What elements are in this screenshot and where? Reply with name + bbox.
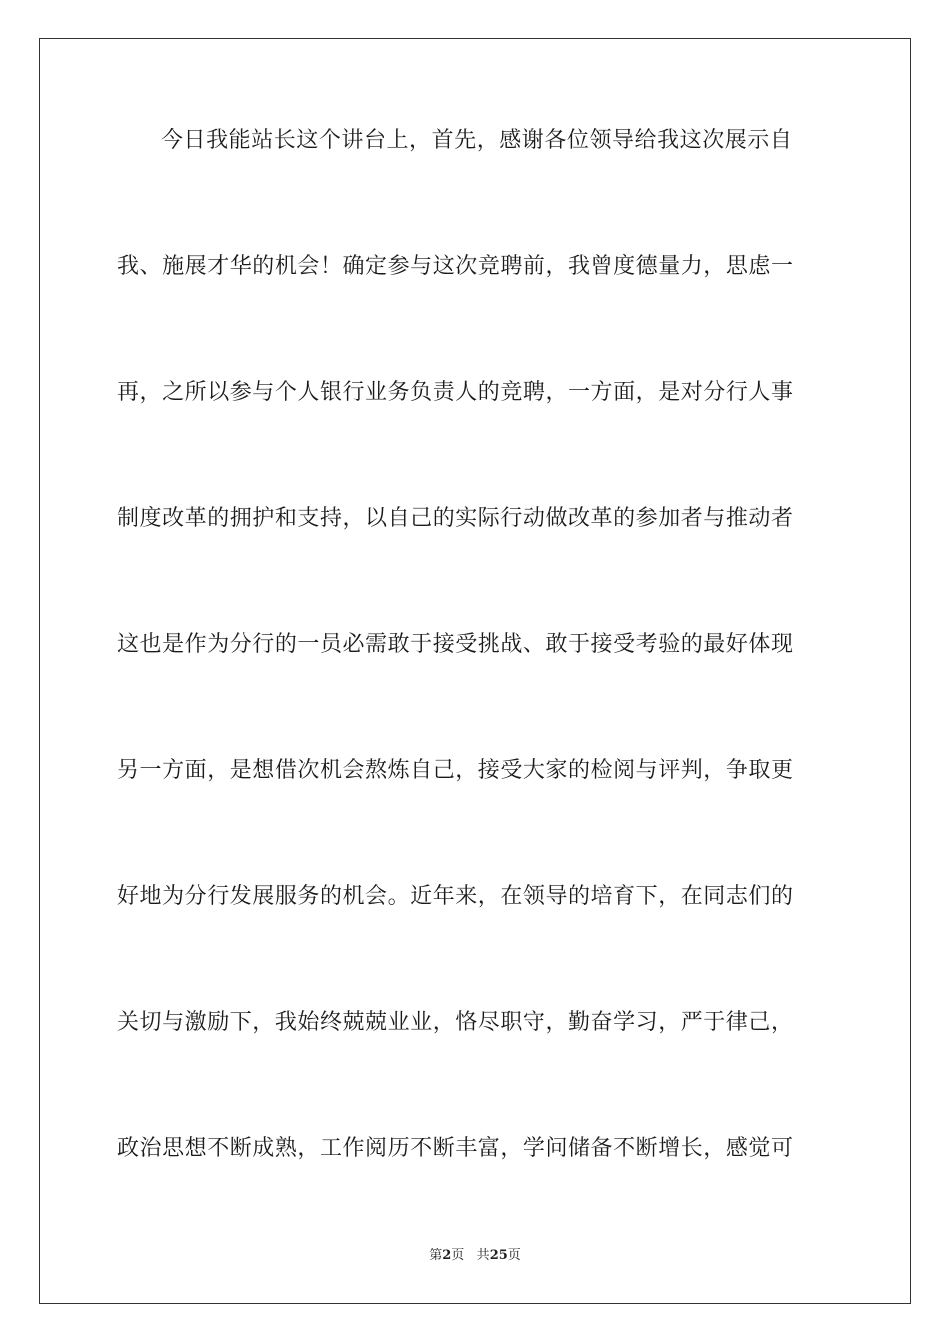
text-line-4: 制度改革的拥护和支持，以自己的实际行动做改革的参加者与推动者: [117, 506, 794, 531]
page-number: 2: [442, 1248, 452, 1263]
text-line-8: 关切与激励下，我始终兢兢业业，恪尽职守，勤奋学习，严于律己，: [117, 1010, 794, 1035]
page-suffix: 页: [451, 1248, 465, 1263]
text-line-3: 再，之所以参与个人银行业务负责人的竞聘，一方面，是对分行人事: [117, 380, 794, 405]
text-line-6: 另一方面，是想借次机会熬炼自己，接受大家的检阅与评判，争取更: [117, 758, 794, 783]
text-line-5: 这也是作为分行的一员必需敢于接受挑战、敢于接受考验的最好体现: [117, 632, 794, 657]
total-pages: 25: [489, 1248, 508, 1263]
page-prefix: 第: [429, 1248, 443, 1263]
text-line-1: 今日我能站长这个讲台上，首先，感谢各位领导给我这次展示自: [161, 128, 793, 153]
total-suffix: 页: [507, 1248, 521, 1263]
body-text: [117, 128, 833, 1262]
text-line-9: 政治思想不断成熟，工作阅历不断丰富，学问储备不断增长，感觉可: [117, 1136, 794, 1161]
total-prefix: 共: [476, 1248, 490, 1263]
text-line-2: 我、施展才华的机会！确定参与这次竞聘前，我曾度德量力，思虑一: [117, 254, 794, 279]
text-line-7: 好地为分行发展服务的机会。近年来，在领导的培育下，在同志们的: [117, 884, 794, 909]
page-footer: [0, 1247, 950, 1265]
